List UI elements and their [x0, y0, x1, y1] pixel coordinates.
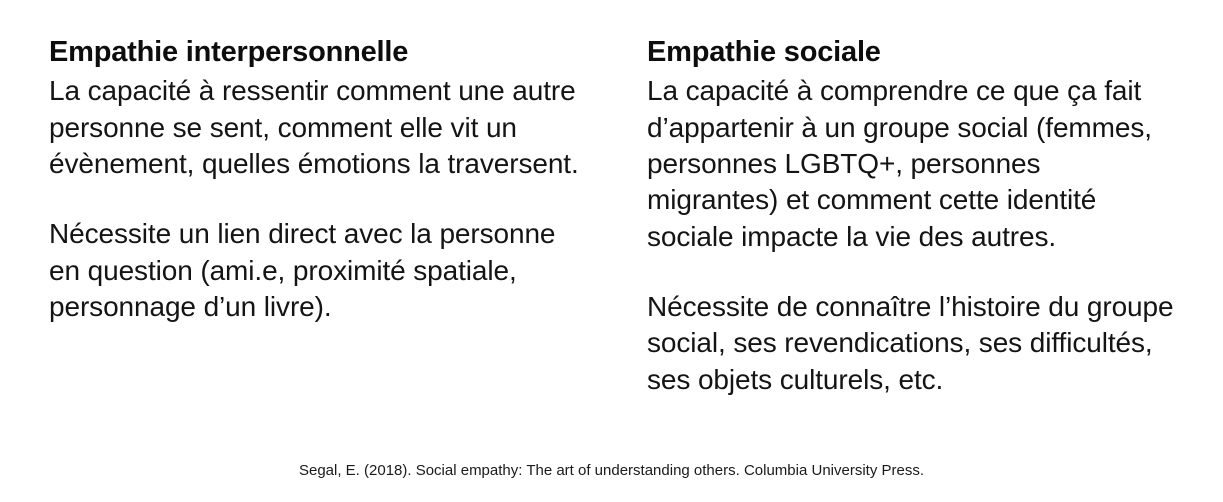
column-paragraph-interpersonal-requirement: Nécessite un lien direct avec la personne en question (ami.e, proximité spatiale, personnage d’un livre).	[49, 218, 556, 323]
column-paragraph-social-requirement: Nécessite de connaître l’histoire du groupe social, ses revendications, ses difficultés, ses objets culturels, etc.	[647, 291, 1174, 395]
source-citation: Segal, E. (2018). Social empathy: The art of understanding others. Columbia University Press.	[298, 461, 925, 479]
column-title-interpersonal: Empathie interpersonnelle	[49, 36, 409, 68]
column-social-empathy	[647, 34, 1179, 398]
column-title-social: Empathie sociale	[647, 36, 881, 68]
column-interpersonal-empathy	[49, 34, 581, 398]
column-paragraph-interpersonal-definition: La capacité à ressentir comment une autre personne se sent, comment elle vit un évènement, quelles émotions la traversent.	[49, 75, 579, 179]
two-column-layout	[49, 34, 1179, 398]
column-paragraph-social-definition: La capacité à comprendre ce que ça fait d’appartenir à un groupe social (femmes, personnes LGBTQ+, personnes migrantes) et comment cette identité sociale impacte la vie des autres.	[647, 75, 1152, 252]
